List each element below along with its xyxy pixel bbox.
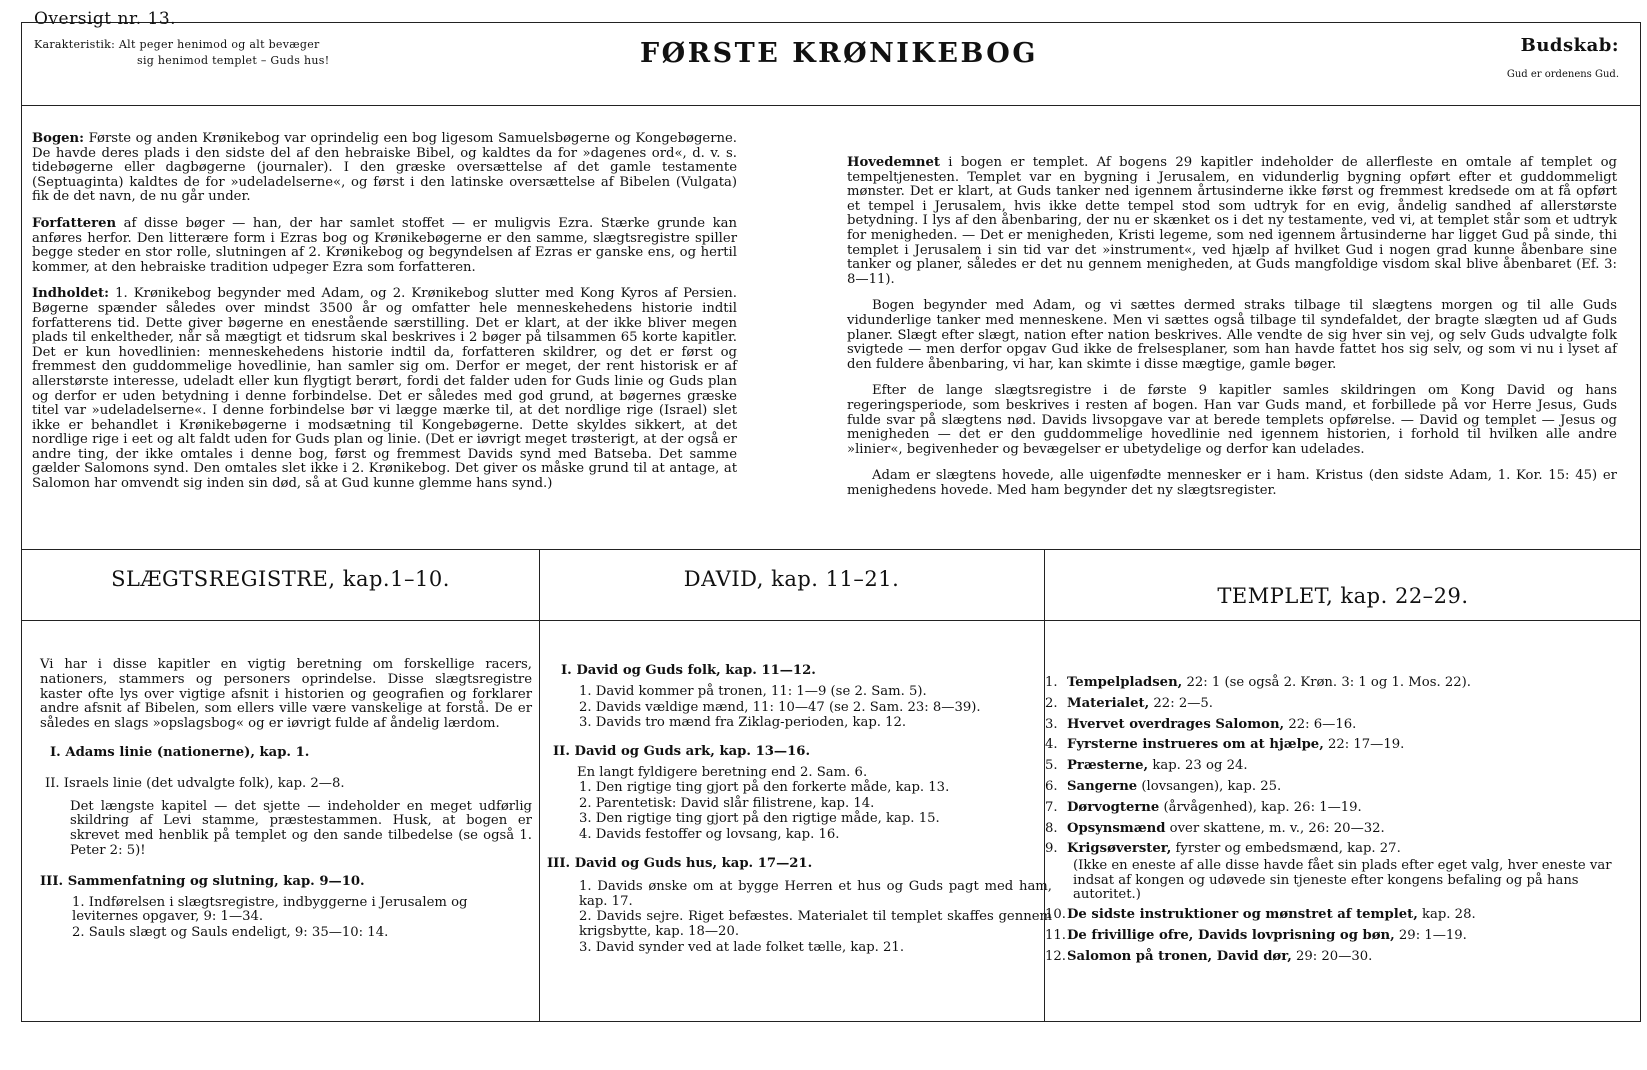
david-ii-list	[547, 781, 1052, 843]
item-text: kap. 23 og 24.	[1148, 758, 1248, 774]
item-title: Fyrsterne instrueres om at hjælpe,	[1067, 737, 1324, 753]
intro-paragraph	[847, 156, 1617, 287]
david-i-list	[547, 685, 1052, 731]
list-item: 3. Den rigtige ting gjort på den rigtige måde, kap. 15.	[579, 811, 940, 827]
david-iii-list	[547, 880, 1052, 956]
item-title: Tempelpladsen,	[1067, 675, 1183, 690]
paragraph-text: 1. Krønikebog begynder med Adam, og 2. Krønikebog slutter med Kong Kyros af Persien. Bøgerne spænder således over mindst 3500 år og omfatter hele menneskehedens historie indtil forfatterens tid. Dette giver bøgerne en enestående særstilling. Det er klart, at der ikke bliver megen plads til enkeltheder, når så mægtigt et tidsrum skal beskrives i 2 bøger på tilsammen 65 korte kapitler. Det er kun hovedlinien: menneskehedens historie indtil da, forfatteren skildrer, og det er først og fremmest den guddommelige hovedlinie, han samler sig om. Derfor er meget, der rent historisk er af allerstørste interesse, udeladt eller kun flygtigt berørt, fordi det falder uden for Guds linie og Guds plan og derfor er uden betydning i denne forbindelse. Det er således med god grund, at bøgernes græske titel var »udeladelserne«. I denne forbindelse bør vi lægge mærke til, at det nordlige rige (Israel) slet ikke er behandlet i Krønikebøgerne i modsætning til Kongebøgerne. Dette skyldes sikkert, at det nordlige rige i eet og alt faldt uden for Guds plan og linie. (Det er iøvrigt meget trøsterigt, at der også er andre ting, der ikke omtales i denne bog, først og fremmest Davids synd med Batseba. Det samme gælder Salomons synd. Den omtales slet ikke i 2. Krønikebog. Det giver os måske grund til at antage, at Salomon har omvendt sig inden sin død, så at Gud kunne glemme hans synd.)	[32, 286, 737, 492]
paragraph-lead: Hovedemnet	[847, 155, 940, 170]
section-heading-david: DAVID, kap. 11–21.	[683, 566, 900, 591]
intro-right	[847, 156, 1617, 510]
item-text: 29: 1—19.	[1394, 928, 1467, 944]
item-title: De frivillige ofre, Davids lovprisning og bøn,	[1067, 928, 1395, 944]
david-ii-title: II. David og Guds ark, kap. 13—16.	[553, 744, 811, 760]
item-text: (årvågenhed), kap. 26: 1—19.	[1159, 799, 1362, 815]
item-title: Hvervet overdrages Salomon,	[1067, 716, 1285, 732]
david-ii-intro: En langt fyldigere beretning end 2. Sam. 6.	[577, 764, 868, 780]
item-number: 12.	[1045, 948, 1066, 964]
intro-paragraph	[847, 469, 1617, 498]
section-iii-title: III. Sammenfatning og slutning, kap. 9—10.	[40, 873, 365, 889]
item-text: 22: 6—16.	[1284, 716, 1357, 732]
temple-item-9	[1045, 842, 1620, 857]
section-ii-text: Det længste kapitel — det sjette — indeholder en meget udførlig skildring af Levi stamme, præstestammen. Husk, at bogen er skrevet med henblik på templet og den sande tilbedelse (se også 1. Peter 2: 5)!	[70, 798, 532, 858]
item-number: 5.	[1045, 758, 1058, 774]
paragraph-text: Første og anden Krønikebog var oprindelig een bog ligesom Samuelsbøgerne og Kongebøgerne. De havde deres plads i den sidste del af den hebraiske Bibel, og kaldtes da for »dagenes ord«, d. v. s. tidebøgerne eller dagbøgerne (journaler). I den græske oversættelse af det gamle testamente (Septuaginta) kaldtes de for »udeladelserne«, og først i den latinske oversættelse af Bibelen (Vulgata) fik de det navn, de nu går under.	[32, 131, 737, 205]
temple-item-3	[1045, 718, 1620, 733]
david-iii-title: III. David og Guds hus, kap. 17—21.	[547, 855, 813, 871]
david-i-title: I. David og Guds folk, kap. 11—12.	[561, 663, 816, 678]
item-number: 1.	[1045, 675, 1058, 690]
list-item: 1. Indførelsen i slægtsregistre, indbyggerne i Jerusalem og leviternes opgaver, 9: 1—34.	[72, 894, 468, 925]
page-title: FØRSTE KRØNIKEBOG	[640, 38, 1038, 69]
section-iii-list	[40, 896, 532, 941]
item-title: Sangerne	[1067, 778, 1138, 794]
item-number: 3.	[1045, 716, 1058, 732]
list-item: 2. Sauls slægt og Sauls endeligt, 9: 35—10: 14.	[72, 925, 389, 941]
header-left	[34, 9, 329, 69]
paragraph-lead: Bogen:	[32, 131, 85, 146]
item-text: 29: 20—30.	[1291, 948, 1373, 964]
intro-left	[32, 132, 737, 504]
item-title: Krigsøverster,	[1067, 841, 1172, 857]
intro-paragraph	[32, 287, 737, 491]
item-text: 22: 17—19.	[1323, 737, 1405, 753]
header-right	[1507, 35, 1619, 80]
paragraph-text: Efter de lange slægtsregistre i de første 9 kapitler samles skildringen om Kong David og hans regeringsperiode, som beskrives i resten af bogen. Han var Guds mand, et forbillede på vor Herre Jesus, Guds fulde svar på slægtens nød. Davids livsopgave var at berede templets opførelse. — David og templet — Jesus og menigheden — det er den guddommelige hovedlinie ned igennem historien, i forhold til hvilken alle andre »linier«, begivenheder og bevægelser er ubetydelige og derfor kan udelades.	[847, 383, 1617, 457]
item-text: fyrster og embedsmænd, kap. 27.	[1171, 841, 1401, 857]
list-item: 1. David kommer på tronen, 11: 1—9 (se 2. Sam. 5).	[579, 683, 927, 699]
item-title: De sidste instruktioner og mønstret af templet,	[1067, 907, 1418, 923]
item-number: 2.	[1045, 695, 1058, 711]
characteristic-line-1: Karakteristik: Alt peger henimod og alt bevæger	[34, 38, 320, 51]
item-title: Præsterne,	[1067, 758, 1149, 774]
temple-item-6	[1045, 780, 1620, 795]
message-label: Budskab:	[1520, 35, 1619, 56]
paragraph-lead: Forfatteren	[32, 215, 117, 231]
intro-paragraph	[847, 384, 1617, 457]
item-title: Materialet,	[1067, 695, 1150, 711]
paragraph-text: af disse bøger — han, der har samlet stoffet — er muligvis Ezra. Stærke grunde kan anføres herfor. Den litterære form i Ezras bog og Krønikebøgerne er den samme, slægtsregistre spiller begge steder en stor rolle, slutningen af 2. Krønikebog og begyndelsen af Ezras er ganske ens, og hertil kommer, at den hebraiske tradition udpeger Ezra som forfatteren.	[32, 215, 737, 275]
intro-paragraph	[32, 217, 737, 275]
section-i-title: I. Adams linie (nationerne), kap. 1.	[50, 744, 310, 760]
temple-item-5	[1045, 759, 1620, 774]
temple-item-10	[1045, 908, 1620, 923]
item-number: 11.	[1045, 928, 1066, 944]
item-text: (lovsangen), kap. 25.	[1137, 778, 1282, 794]
list-item: 2. Parentetisk: David slår filistrene, kap. 14.	[579, 795, 875, 811]
overview-number: Oversigt nr. 13.	[34, 9, 177, 29]
temple-item-1	[1045, 676, 1620, 691]
item-text: 22: 2—5.	[1149, 695, 1213, 711]
temple-item-11	[1045, 929, 1620, 944]
header-divider	[22, 105, 1640, 106]
temple-column	[1045, 676, 1620, 971]
genealogy-intro: Vi har i disse kapitler en vigtig beretning om forskellige racers, nationers, stammers og personers oprindelse. Disse slægtsregistre kaster ofte lys over vigtige afsnit i historien og geografien og forklarer andre afsnit af Bibelen, som ellers ville være vanskelige at forstå. De er således en slags »opslagsbog« og er iøvrigt fulde af åndelig lærdom.	[40, 657, 532, 732]
temple-item-8	[1045, 822, 1620, 837]
characteristic	[34, 37, 329, 69]
paragraph-text: i bogen er templet. Af bogens 29 kapitler indeholder de allerfleste en omtale af templet og tempeltjenesten. Templet var en bygning i Jerusalem, en vidunderlig bygning opført efter et guddommeligt mønster. Det er klart, at Guds tanker ned igennem årtusinderne ikke først og fremmest kredsede om at få opført et tempel i Jerusalem, hvis ikke dette tempel stod som udtryk for en evig, åndelig sandhed af allerstørste betydning. I lys af den åbenbaring, der nu er skænket os i det ny testamente, ved vi, at templet står som et udtryk for menigheden. — Det er menigheden, Kristi legeme, som ned igennem årtusinderne har ligget Gud på sinde, thi templet i Jerusalem i sin tid var det »instrument«, ved hjælp af hvilket Gud i nogen grad kunne åbenbare sine tanker og planer, således er det nu gennem menigheden, at Guds mangfoldige visdom skal blive åbenbaret (Ef. 3: 8—11).	[847, 155, 1617, 287]
list-item: 3. David synder ved at lade folket tælle, kap. 21.	[579, 939, 905, 955]
paragraph-lead: Indholdet:	[32, 286, 109, 302]
item-title: Opsynsmænd	[1067, 820, 1166, 836]
item-number: 7.	[1045, 799, 1058, 815]
temple-item-4	[1045, 738, 1620, 753]
section-heading-temple: TEMPLET, kap. 22–29.	[1217, 583, 1469, 608]
list-item: 3. Davids tro mænd fra Ziklag-perioden, kap. 12.	[579, 715, 907, 731]
david-column	[547, 664, 1052, 957]
item-number: 8.	[1045, 820, 1058, 836]
characteristic-line-2: sig henimod templet – Guds hus!	[137, 54, 330, 67]
item-text: 22: 1 (se også 2. Krøn. 3: 1 og 1. Mos. 22).	[1182, 675, 1471, 690]
section-heading-genealogy: SLÆGTSREGISTRE, kap.1–10.	[111, 566, 450, 591]
item-title: Dørvogterne	[1067, 799, 1160, 815]
section-ii-title: II. Israels linie (det udvalgte folk), kap. 2—8.	[45, 775, 345, 791]
list-item: 2. Davids vældige mænd, 11: 10—47 (se 2. Sam. 23: 8—39).	[579, 699, 981, 715]
paragraph-text: Bogen begynder med Adam, og vi sættes dermed straks tilbage til slægtens morgen og til alle Guds vidunderlige tanker med menneskene. Men vi sættes også tilbage til syndefaldet, der bragte slægten ud af Guds planer. Slægt efter slægt, nation efter nation beskrives. Alle vendte de sig hver sin vej, og selv Guds udvalgte folk svigtede — men derfor opgav Gud ikke de frelsesplaner, som han havde fattet hos sig selv, og som vi nu i lyset af den fuldere åbenbaring, vi har, kan skimte i disse mægtige, gamle bøger.	[847, 298, 1617, 372]
list-item: 4. Davids festoffer og lovsang, kap. 16.	[579, 827, 840, 843]
column-divider-1	[539, 549, 540, 1022]
temple-item-7	[1045, 801, 1620, 816]
temple-item-9-note: (Ikke en eneste af alle disse havde fået sin plads efter eget valg, hver eneste var indsat af kongen og udøvede sin tjeneste efter kongens befaling og på hans autoritet.)	[1073, 858, 1612, 902]
message-text: Gud er ordenens Gud.	[1506, 69, 1619, 80]
item-text: kap. 28.	[1417, 907, 1476, 923]
list-item: 2. Davids sejre. Riget befæstes. Materialet til templet skaffes gennem krigsbytte, kap. 18—20.	[579, 909, 1052, 940]
item-number: 6.	[1045, 778, 1058, 794]
list-item: 1. Davids ønske om at bygge Herren et hus og Guds pagt med ham, kap. 17.	[579, 878, 1052, 909]
temple-item-2	[1045, 697, 1620, 712]
temple-item-12	[1045, 950, 1620, 965]
paragraph-text: Adam er slægtens hovede, alle uigenfødte mennesker er i ham. Kristus (den sidste Adam, 1. Kor. 15: 45) er menighedens hovede. Med ham begynder det ny slægtsregister.	[847, 468, 1617, 498]
item-number: 4.	[1045, 737, 1058, 753]
intro-paragraph	[847, 299, 1617, 372]
item-number: 9.	[1045, 841, 1058, 857]
intro-paragraph	[32, 132, 737, 205]
item-title: Salomon på tronen, David dør,	[1067, 948, 1292, 964]
list-item: 1. Den rigtige ting gjort på den forkerte måde, kap. 13.	[579, 779, 950, 795]
item-text: over skattene, m. v., 26: 20—32.	[1165, 820, 1385, 836]
genealogy-column	[40, 658, 532, 942]
item-number: 10.	[1045, 907, 1066, 923]
